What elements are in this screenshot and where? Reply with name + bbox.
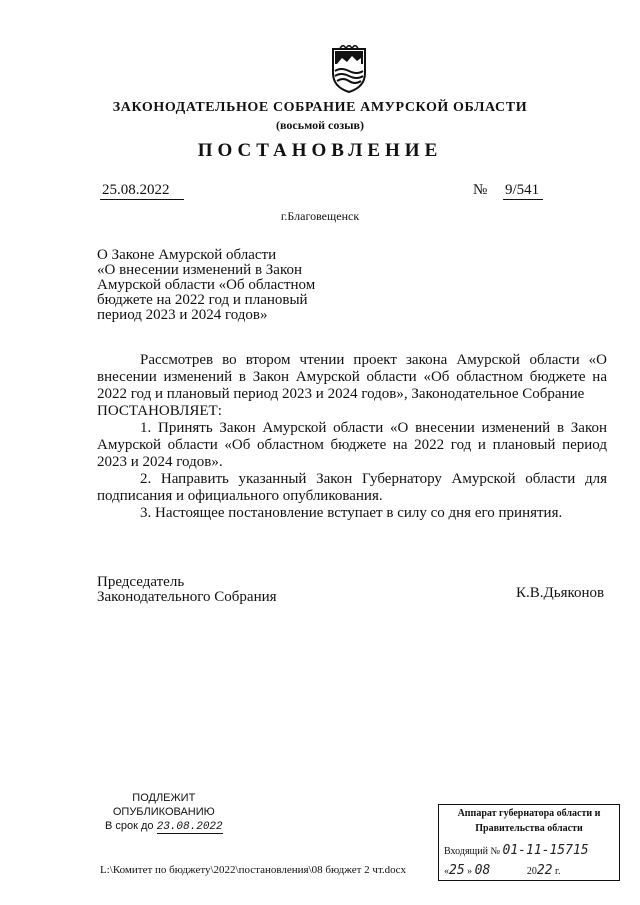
deadline-label: В срок до	[105, 820, 154, 832]
city: г.Благовещенск	[280, 209, 360, 223]
incoming-day: 25	[449, 863, 465, 878]
resolves-heading: ПОСТАНОВЛЯЕТ:	[97, 403, 222, 419]
incoming-registration-stamp	[438, 804, 620, 881]
publication-stamp	[105, 791, 223, 834]
stamp-org-line: Аппарат губернатора области и	[457, 808, 601, 819]
convocation: (восьмой созыв)	[276, 118, 364, 132]
incoming-number: 01-11-15715	[502, 843, 589, 858]
publication-stamp-line: ОПУБЛИКОВАНИЮ	[112, 806, 215, 818]
subject-line: Амурской области «Об областном	[97, 277, 316, 293]
resolution-item: 3. Настоящее постановление вступает в силу со дня его принятия.	[140, 505, 563, 521]
signatory-title-line: Законодательного Собрания	[97, 589, 277, 605]
number-label: №	[473, 182, 488, 198]
subject-line: «О внесении изменений в Закон	[97, 262, 303, 278]
signatory-title	[97, 575, 277, 605]
incoming-year-unit: г.	[554, 866, 561, 877]
incoming-label: Входящий №	[444, 846, 501, 857]
publication-stamp-line: ПОДЛЕЖИТ	[132, 792, 196, 804]
document-type-title: ПОСТАНОВЛЕНИЕ	[197, 140, 443, 161]
signatory-name: К.В.Дьяконов	[516, 585, 605, 601]
signatory-title-line: Председатель	[97, 574, 185, 590]
incoming-year-prefix: 20	[526, 866, 537, 877]
publication-deadline	[105, 819, 223, 834]
subject-line: бюджете на 2022 год и плановый	[97, 292, 308, 308]
document-body	[97, 352, 607, 522]
preamble-paragraph: Рассмотрев во втором чтении проект закона Амурской области «О внесении изменений в Закон Амурской области «Об областном бюджете на 2022 год и плановый период 2023 и 2024 годов», Законодательное Собрание	[97, 352, 607, 402]
incoming-month: 08	[474, 863, 491, 878]
incoming-year-suffix: 22	[536, 863, 553, 878]
incoming-number-row	[444, 843, 589, 858]
subject-line: период 2023 и 2024 годов»	[97, 307, 268, 323]
subject-line: О Законе Амурской области	[97, 247, 277, 263]
stamp-org-line: Правительства области	[475, 823, 583, 834]
document-number: 9/541	[503, 182, 543, 200]
resolution-item: 1. Принять Закон Амурской области «О внесении изменений в Закон Амурской области «Об областном бюджете на 2022 год и плановый период 2023 и 2024 годов».	[97, 420, 607, 470]
document-date: 25.08.2022	[100, 182, 184, 200]
incoming-date-row: «25 » 08 2022 г.	[444, 863, 561, 878]
coat-of-arms-icon	[327, 45, 371, 93]
document-subject	[97, 248, 357, 323]
organization-name: ЗАКОНОДАТЕЛЬНОЕ СОБРАНИЕ АМУРСКОЙ ОБЛАСТИ	[112, 100, 528, 115]
resolution-item: 2. Направить указанный Закон Губернатору Амурской области для подписания и официального опубликования.	[97, 471, 607, 504]
deadline-date: 23.08.2022	[156, 821, 223, 833]
file-path-footer: L:\Комитет по бюджету\2022\постановления\08 бюджет 2 чт.docx	[100, 864, 407, 876]
